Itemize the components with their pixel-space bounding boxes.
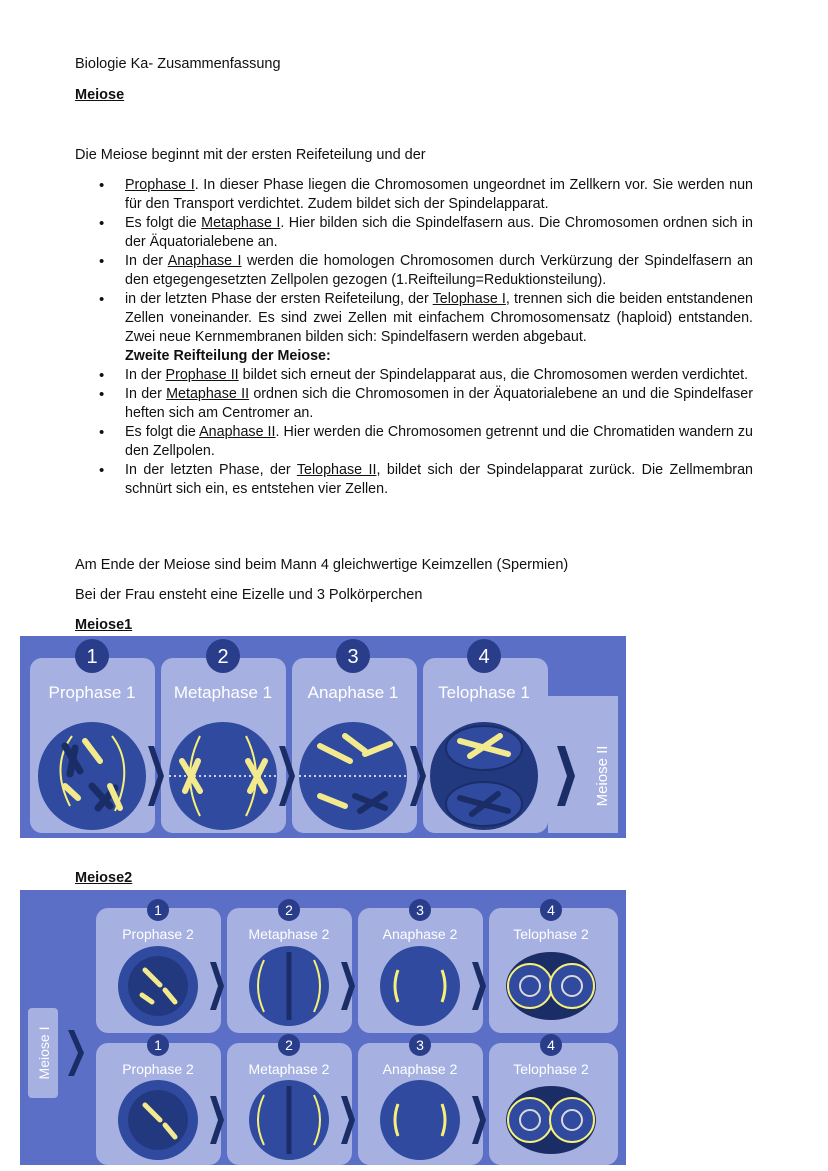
cell-prophase-1 bbox=[38, 722, 146, 830]
meiose1-diagram bbox=[20, 636, 626, 838]
list-item: • Es folgt die Anaphase II. Hier werden die Chromosomen getrennt und die Chromatiden wandern zu den Zellpolen. bbox=[0, 423, 753, 461]
step-number: 3 bbox=[347, 646, 359, 668]
list-item: • in der letzten Phase der ersten Reifeteilung, der Telophase I, trennen sich die beiden entstandenen Zellen voneinander. Es sind zwei Zellen mit einfachem Chromosomensatz (haploid) entstanden. Zwei neue Kernmembranen bilden sich: Spindelfasern werden abgebaut. bbox=[0, 290, 753, 347]
term-prophase-2: Prophase II bbox=[165, 367, 239, 383]
term-metaphase-2: Metaphase II bbox=[166, 386, 250, 402]
phase-label: Prophase 1 bbox=[48, 683, 136, 702]
term-anaphase-2: Anaphase II bbox=[199, 424, 276, 440]
step-number: 4 bbox=[547, 902, 555, 918]
list-item: • In der Prophase II bildet sich erneut der Spindelapparat aus, die Chromosomen werden verdichtet. bbox=[0, 366, 753, 385]
cell-metaphase-1 bbox=[169, 722, 277, 830]
phase-label: Anaphase 2 bbox=[382, 1061, 458, 1077]
end-man-paragraph: Am Ende der Meiose sind beim Mann 4 gleichwertige Keimzellen (Spermien) bbox=[75, 557, 569, 573]
step-number: 1 bbox=[154, 902, 162, 918]
step-number: 2 bbox=[285, 902, 293, 918]
meiose2-diagram bbox=[20, 890, 626, 1165]
step-number: 1 bbox=[154, 1037, 162, 1053]
step-number: 3 bbox=[416, 1037, 424, 1053]
cell-anaphase-1 bbox=[299, 722, 407, 830]
phase-label: Telophase 2 bbox=[513, 1061, 589, 1077]
subheading-second-division: Zweite Reifteilung der Meiose: bbox=[125, 348, 331, 364]
term-anaphase-1: Anaphase I bbox=[167, 253, 242, 269]
document-title: Biologie Ka- Zusammenfassung bbox=[75, 56, 281, 72]
side-label-meiose-2: Meiose II bbox=[594, 745, 611, 807]
phase-label: Telophase 2 bbox=[513, 926, 589, 942]
step-number: 4 bbox=[547, 1037, 555, 1053]
cell-telophase-2 bbox=[506, 1086, 596, 1154]
phase-list bbox=[0, 176, 828, 499]
cell-prophase-2 bbox=[118, 946, 198, 1026]
side-label-meiose-1: Meiose I bbox=[36, 1026, 52, 1080]
term-metaphase-1: Metaphase I bbox=[201, 215, 281, 231]
step-number: 3 bbox=[416, 902, 424, 918]
step-number: 2 bbox=[285, 1037, 293, 1053]
phase-label: Prophase 2 bbox=[122, 1061, 194, 1077]
cell-anaphase-2 bbox=[380, 1080, 460, 1160]
list-item: • Prophase I. In dieser Phase liegen die Chromosomen ungeordnet im Zellkern vor. Sie werden nun für den Transport verdichtet. Zudem bildet sich der Spindelapparat. bbox=[0, 176, 753, 214]
list-item: • In der Anaphase I werden die homologen Chromosomen durch Verkürzung der Spindelfasern an den etgegengesetzten Zellpolen gezogen (1.Reifteilung=Reduktionsteilung). bbox=[0, 252, 753, 290]
list-item: • In der Metaphase II ordnen sich die Chromosomen in der Äquatorialebene an und die Spindelfaser heften sich am Centromer an. bbox=[0, 385, 753, 423]
cell-telophase-2 bbox=[506, 952, 596, 1020]
term-telophase-2: Telophase II bbox=[296, 462, 377, 478]
step-number: 2 bbox=[217, 646, 229, 668]
cell-metaphase-2 bbox=[249, 1080, 329, 1160]
phase-label: Telophase 1 bbox=[438, 683, 530, 702]
phase-label: Prophase 2 bbox=[122, 926, 194, 942]
phase-label: Metaphase 2 bbox=[248, 926, 330, 942]
cell-telophase-1 bbox=[430, 722, 538, 830]
term-telophase-1: Telophase I bbox=[432, 291, 506, 307]
list-item: • Es folgt die Metaphase I. Hier bilden sich die Spindelfasern aus. Die Chromosomen ordnen sich in der Äquatorialebene an. bbox=[0, 214, 753, 252]
phase-label: Anaphase 2 bbox=[382, 926, 458, 942]
step-number: 4 bbox=[478, 646, 490, 668]
section-title-meiose: Meiose bbox=[75, 87, 125, 103]
phase-label: Anaphase 1 bbox=[307, 683, 399, 702]
intro-paragraph: Die Meiose beginnt mit der ersten Reifeteilung und der bbox=[75, 147, 426, 163]
end-woman-paragraph: Bei der Frau ensteht eine Eizelle und 3 Polkörperchen bbox=[75, 587, 423, 603]
cell-prophase-2 bbox=[118, 1080, 198, 1160]
section-title-meiose1: Meiose1 bbox=[75, 617, 133, 633]
step-number: 1 bbox=[86, 646, 98, 668]
list-item: • In der letzten Phase, der Telophase II, bildet sich der Spindelapparat zurück. Die Zellmembran schnürt sich ein, es entstehen vier Zellen. bbox=[0, 461, 753, 499]
cell-metaphase-2 bbox=[249, 946, 329, 1026]
cell-anaphase-2 bbox=[380, 946, 460, 1026]
phase-label: Metaphase 1 bbox=[173, 683, 273, 702]
section-title-meiose2: Meiose2 bbox=[75, 870, 133, 886]
term-prophase-1: Prophase I bbox=[125, 177, 195, 193]
phase-label: Metaphase 2 bbox=[248, 1061, 330, 1077]
